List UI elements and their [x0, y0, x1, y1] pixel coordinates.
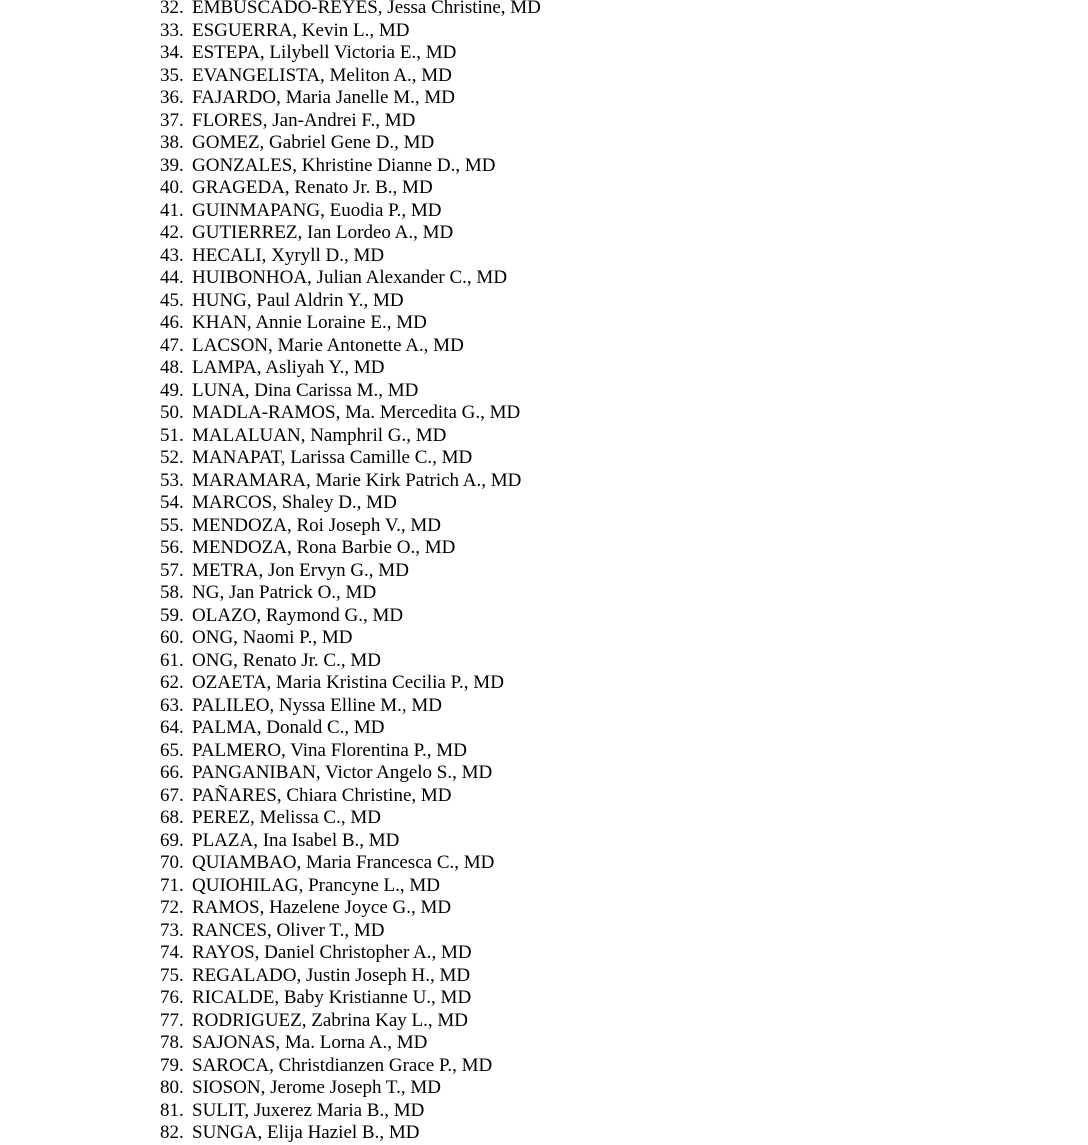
- list-item: [160, 1055, 541, 1078]
- list-item: [160, 222, 541, 245]
- list-item: [160, 20, 541, 43]
- list-item-number: 68.: [160, 807, 184, 828]
- list-item-name: RODRIGUEZ, Zabrina Kay L., MD: [192, 1009, 468, 1031]
- list-item-name: SULIT, Juxerez Maria B., MD: [192, 1099, 425, 1121]
- list-item-name: PLAZA, Ina Isabel B., MD: [192, 829, 400, 851]
- list-item-name: GRAGEDA, Renato Jr. B., MD: [192, 177, 433, 198]
- list-item: [160, 560, 541, 583]
- list-item: [160, 920, 541, 943]
- list-item-number: 63.: [160, 694, 184, 716]
- list-item-name: ONG, Naomi P., MD: [192, 627, 353, 648]
- list-item-number: 64.: [160, 717, 184, 738]
- list-item-name: METRA, Jon Ervyn G., MD: [192, 559, 409, 581]
- list-item: [160, 447, 541, 470]
- list-item-number: 57.: [160, 559, 184, 581]
- list-item-name: ESTEPA, Lilybell Victoria E., MD: [192, 42, 457, 63]
- list-item-number: 42.: [160, 222, 184, 243]
- list-item-name: MADLA-RAMOS, Ma. Mercedita G., MD: [192, 402, 521, 423]
- list-item: [160, 110, 541, 133]
- list-item-name: OZAETA, Maria Kristina Cecilia P., MD: [192, 672, 504, 693]
- list-item-name: GONZALES, Khristine Dianne D., MD: [192, 154, 496, 176]
- list-item: [160, 1032, 541, 1055]
- list-item: [160, 65, 541, 88]
- list-item-name: MARAMARA, Marie Kirk Patrich A., MD: [192, 469, 522, 491]
- list-item-number: 81.: [160, 1099, 184, 1121]
- list-item: [160, 695, 541, 718]
- list-item-number: 72.: [160, 897, 184, 918]
- list-item-number: 59.: [160, 604, 184, 626]
- list-item-number: 36.: [160, 87, 184, 108]
- list-item-number: 41.: [160, 199, 184, 221]
- list-item: [160, 312, 541, 335]
- list-item: [160, 402, 541, 425]
- list-item: [160, 1100, 541, 1123]
- list-item: [160, 942, 541, 965]
- list-item: [160, 762, 541, 785]
- list-item-number: 82.: [160, 1122, 184, 1143]
- list-item: [160, 987, 541, 1010]
- list-item: [160, 132, 541, 155]
- list-item-number: 52.: [160, 447, 184, 468]
- physician-name-list: [160, 0, 541, 1145]
- list-item-name: RAYOS, Daniel Christopher A., MD: [192, 942, 472, 963]
- list-item: [160, 290, 541, 313]
- list-item-name: HUNG, Paul Aldrin Y., MD: [192, 289, 404, 311]
- list-item: [160, 335, 541, 358]
- list-item-number: 34.: [160, 42, 184, 63]
- list-item-name: HECALI, Xyryll D., MD: [192, 244, 385, 266]
- list-item-number: 47.: [160, 334, 184, 356]
- list-item: [160, 425, 541, 448]
- list-item: [160, 200, 541, 223]
- list-item-number: 65.: [160, 739, 184, 761]
- list-item-number: 40.: [160, 177, 184, 198]
- list-item: [160, 0, 541, 20]
- list-item: [160, 852, 541, 875]
- list-item: [160, 965, 541, 988]
- list-item-name: SAJONAS, Ma. Lorna A., MD: [192, 1032, 428, 1053]
- list-item-name: GUINMAPANG, Euodia P., MD: [192, 199, 442, 221]
- list-item-name: MARCOS, Shaley D., MD: [192, 492, 397, 513]
- list-item: [160, 1077, 541, 1100]
- list-item-number: 32.: [160, 0, 184, 18]
- list-item-number: 58.: [160, 582, 184, 603]
- list-item-number: 62.: [160, 672, 184, 693]
- list-item-name: FLORES, Jan-Andrei F., MD: [192, 109, 416, 131]
- list-item-number: 51.: [160, 424, 184, 446]
- list-item-name: LAMPA, Asliyah Y., MD: [192, 357, 385, 378]
- list-item: [160, 582, 541, 605]
- list-item-number: 78.: [160, 1032, 184, 1053]
- list-item-number: 70.: [160, 852, 184, 873]
- list-item-name: SIOSON, Jerome Joseph T., MD: [192, 1077, 441, 1098]
- list-item: [160, 357, 541, 380]
- list-item: [160, 245, 541, 268]
- list-item: [160, 42, 541, 65]
- list-item-name: RANCES, Oliver T., MD: [192, 919, 385, 941]
- list-item: [160, 830, 541, 853]
- list-item-name: PEREZ, Melissa C., MD: [192, 807, 381, 828]
- list-item-number: 49.: [160, 379, 184, 401]
- list-item-name: MENDOZA, Rona Barbie O., MD: [192, 537, 456, 558]
- list-item-number: 38.: [160, 132, 184, 153]
- list-item: [160, 650, 541, 673]
- list-item: [160, 515, 541, 538]
- list-item-name: GUTIERREZ, Ian Lordeo A., MD: [192, 222, 454, 243]
- list-item-name: QUIOHILAG, Prancyne L., MD: [192, 874, 441, 896]
- list-item-name: PALMERO, Vina Florentina P., MD: [192, 739, 467, 761]
- list-item: [160, 897, 541, 920]
- list-item: [160, 267, 541, 290]
- list-item: [160, 380, 541, 403]
- list-item-number: 71.: [160, 874, 184, 896]
- list-item-name: HUIBONHOA, Julian Alexander C., MD: [192, 267, 508, 288]
- list-item-name: ESGUERRA, Kevin L., MD: [192, 19, 410, 41]
- list-item-name: KHAN, Annie Loraine E., MD: [192, 312, 427, 333]
- list-item-number: 56.: [160, 537, 184, 558]
- list-item-name: PALILEO, Nyssa Elline M., MD: [192, 694, 442, 716]
- list-item-number: 75.: [160, 964, 184, 986]
- list-item-name: OLAZO, Raymond G., MD: [192, 604, 404, 626]
- list-item: [160, 807, 541, 830]
- list-item-number: 50.: [160, 402, 184, 423]
- list-item: [160, 785, 541, 808]
- list-item-number: 66.: [160, 762, 184, 783]
- list-item: [160, 492, 541, 515]
- list-item-name: ONG, Renato Jr. C., MD: [192, 649, 381, 671]
- list-item: [160, 672, 541, 695]
- list-item-name: MANAPAT, Larissa Camille C., MD: [192, 447, 473, 468]
- list-item-number: 67.: [160, 784, 184, 806]
- list-item-number: 46.: [160, 312, 184, 333]
- list-item: [160, 740, 541, 763]
- list-item: [160, 177, 541, 200]
- list-item-name: FAJARDO, Maria Janelle M., MD: [192, 87, 455, 108]
- list-item-number: 55.: [160, 514, 184, 536]
- list-item-name: LUNA, Dina Carissa M., MD: [192, 379, 419, 401]
- list-item-name: GOMEZ, Gabriel Gene D., MD: [192, 132, 435, 153]
- list-item-name: REGALADO, Justin Joseph H., MD: [192, 964, 471, 986]
- list-item-number: 77.: [160, 1009, 184, 1031]
- list-item-number: 61.: [160, 649, 184, 671]
- list-item-name: RICALDE, Baby Kristianne U., MD: [192, 987, 472, 1008]
- list-item-name: SUNGA, Elija Haziel B., MD: [192, 1122, 420, 1143]
- list-item: [160, 875, 541, 898]
- list-item-number: 80.: [160, 1077, 184, 1098]
- list-item-name: NG, Jan Patrick O., MD: [192, 582, 377, 603]
- list-item-name: EVANGELISTA, Meliton A., MD: [192, 64, 452, 86]
- list-item: [160, 627, 541, 650]
- list-item: [160, 470, 541, 493]
- list-item-number: 44.: [160, 267, 184, 288]
- list-item-number: 48.: [160, 357, 184, 378]
- list-item-number: 60.: [160, 627, 184, 648]
- list-item: [160, 155, 541, 178]
- list-item-name: QUIAMBAO, Maria Francesca C., MD: [192, 852, 495, 873]
- list-item-number: 74.: [160, 942, 184, 963]
- list-item-number: 76.: [160, 987, 184, 1008]
- list-item-name: RAMOS, Hazelene Joyce G., MD: [192, 897, 452, 918]
- list-item-name: PALMA, Donald C., MD: [192, 717, 385, 738]
- list-item-number: 54.: [160, 492, 184, 513]
- list-item-number: 35.: [160, 64, 184, 86]
- list-item: [160, 717, 541, 740]
- list-item-name: EMBUSCADO-REYES, Jessa Christine, MD: [192, 0, 541, 18]
- list-item-name: MENDOZA, Roi Joseph V., MD: [192, 514, 441, 536]
- list-item: [160, 87, 541, 110]
- list-item-number: 45.: [160, 289, 184, 311]
- list-item: [160, 537, 541, 560]
- list-item-name: LACSON, Marie Antonette A., MD: [192, 334, 464, 356]
- list-item-number: 79.: [160, 1054, 184, 1076]
- list-item-number: 43.: [160, 244, 184, 266]
- list-item-name: PANGANIBAN, Victor Angelo S., MD: [192, 762, 493, 783]
- list-item-number: 53.: [160, 469, 184, 491]
- list-item-number: 73.: [160, 919, 184, 941]
- list-item-number: 69.: [160, 829, 184, 851]
- list-item-number: 33.: [160, 19, 184, 41]
- list-item: [160, 605, 541, 628]
- list-item-name: MALALUAN, Namphril G., MD: [192, 424, 447, 446]
- list-item-name: SAROCA, Christdianzen Grace P., MD: [192, 1054, 493, 1076]
- list-item: [160, 1122, 541, 1145]
- list-item-number: 39.: [160, 154, 184, 176]
- list-item-number: 37.: [160, 109, 184, 131]
- list-item: [160, 1010, 541, 1033]
- list-item-name: PAÑARES, Chiara Christine, MD: [192, 784, 452, 806]
